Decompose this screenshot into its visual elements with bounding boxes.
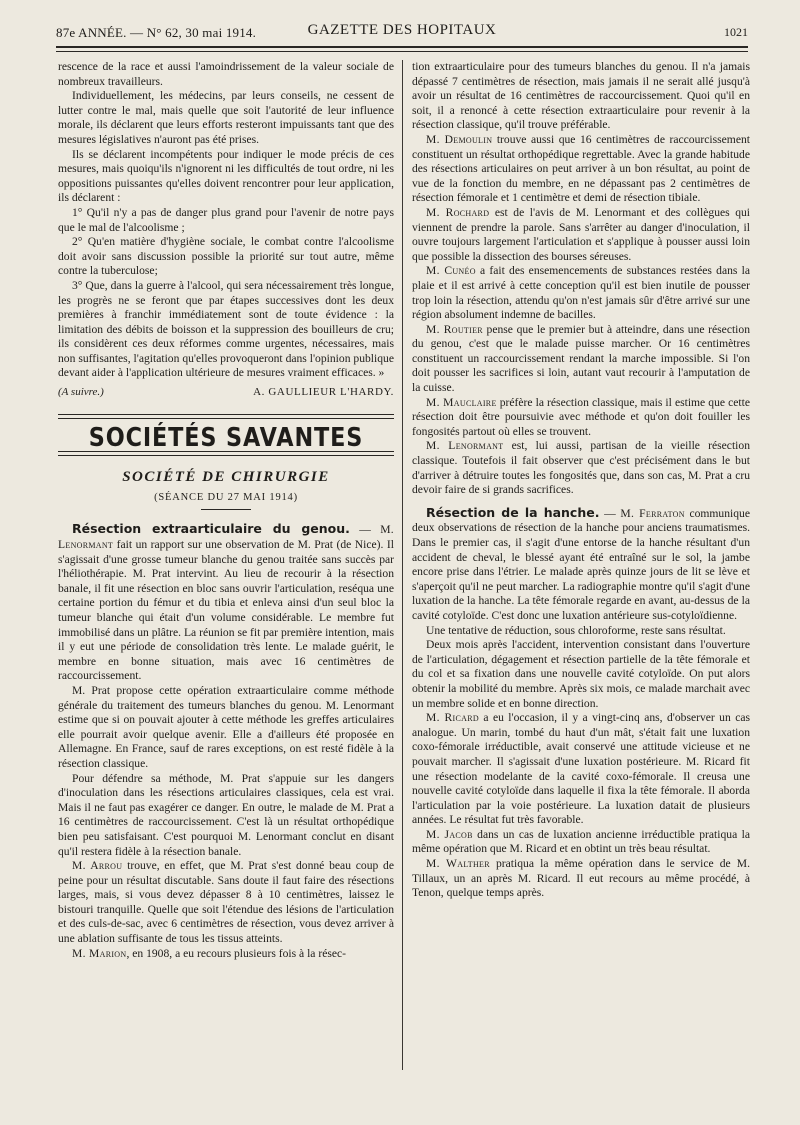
paragraph: rescence de la race et aussi l'amoindrissement de la valeur sociale de nombreux travailleurs. [58, 60, 394, 88]
speaker-name: M. Lenormant [426, 439, 504, 453]
paragraph [412, 711, 750, 828]
section-title: SOCIÉTÉS SAVANTES [88, 422, 364, 453]
speaker-name: M. Ferraton [620, 506, 685, 520]
paragraph: M. Prat propose cette opération extraarticulaire comme méthode générale du traitement des tumeurs blanches du genou. M. Lenormant estime que si on pouvait ajouter à cette méthode les greffes articulaires elle pourrait avoir quelque avenir. Elle a d'ailleurs été proposée en Allemagne. En France, sauf de rares exceptions, on est resté fidèle à la résection classique. [58, 683, 394, 770]
paragraph-text: préfère la résection classique, mais il estime que cette résection doit être poursuivie avec méthode et qu'on doit fouiller les fongosités partout où elles se trouvent. [412, 395, 750, 438]
paragraph-text: , en 1908, a eu recours plusieurs fois à la résec- [126, 946, 347, 960]
paragraph [412, 133, 750, 206]
speaker-name: M. Routier [426, 322, 483, 336]
speaker-name: M. Lenormant [58, 523, 394, 552]
header-rule-thin [56, 51, 748, 52]
header-rule-thick [56, 46, 748, 48]
speaker-name: M. Arrou [72, 859, 123, 873]
paragraph [412, 857, 750, 901]
paragraph [58, 859, 394, 947]
society-title: SOCIÉTÉ DE CHIRURGIE [122, 469, 330, 486]
paragraph: 3° Que, dans la guerre à l'alcool, qui sera nécessairement très longue, les progrès ne se feront que par étapes successives dont les deux premières à franchir immédiatement sont de toute évidence : la limitation des débits de boisson et la suppression des bouilleurs de cru; ils considèrent ces deux réformes comme urgentes, nécessaires, mais non suffisantes, l'agitation qu'elles provoqueront dans l'opinion publique devant aider à l'application ultérieure de mesures vraiment efficaces. » [58, 278, 394, 380]
paragraph [412, 264, 750, 322]
short-rule [201, 509, 251, 510]
section-rule-top [58, 414, 394, 419]
paragraph-text: pratiqua la même opération dans le service de M. Tillaux, un an après M. Ricard. Il eut recours au même procédé, à Tenon, quelque temps après. [412, 857, 750, 900]
paragraph [412, 439, 750, 497]
paragraph: tion extraarticulaire pour des tumeurs blanches du genou. Il n'a jamais dépassé 7 centimètres de résection, mais jamais il ne serait allé jusqu'à avoir un résultat de 16 centimètres de raccourcissement. Quoi qu'il en soit, il a renoncé à cette résection extraarticulaire pour revenir à la résection classique, qu'il trouve préférable. [412, 60, 750, 132]
paragraph-text: a fait des ensemencements de substances restées dans la plaie et il est arrivé à cette conception qu'il est bien inutile de pousser trop loin la résection, attendu qu'on n'est jamais sûr d'être arrivé sur une région absolument indemne de bacilles. [412, 264, 750, 322]
issue-info: 87e ANNÉE. — N° 62, 30 mai 1914. [56, 25, 257, 40]
paragraph: Deux mois après l'accident, intervention consistant dans l'ouverture de l'articulation, dégagement et résection partielle de la tête fémorale et du col et sa fixation dans une nouvelle cavité cotyloïde. On put alors obtenir la mobilité du membre. Après six mois, ce malade marchait avec un membre solide et en bonne direction. [412, 638, 750, 710]
paragraph: 2° Qu'en matière d'hygiène sociale, le combat contre l'alcoolisme doit avoir sans discussion possible la priorité sur tout autre, même contre la tuberculose; [58, 235, 394, 278]
session-date: (SÉANCE DU 27 MAI 1914) [154, 491, 298, 503]
to-be-continued: (A suivre.) [58, 386, 104, 399]
paragraph-text: a eu l'occasion, il y a vingt-cinq ans, d'observer un cas analogue. Un marin, tombé du haut d'un mât, s'était fait une luxation coxo-fémorale irréductible, avait conservé une attitude vicieuse et ne pouvait marcher. Il s'agissait d'une luxation postérieure. M. Ricard fit une résection modelante de la cavité coxo-fémorale. Il creusa une nouvelle cavité cotyloïde dans laquelle il fixa la tête fémorale. Il aborda l'articulation par la voie postérieure. La luxation datait de plusieurs années. Le résultat fut très favorable. [412, 711, 750, 827]
signature-line [58, 385, 394, 400]
article-heading: Résection de la hanche. [426, 504, 600, 520]
speaker-name: M. Marion [72, 946, 127, 960]
column-divider [402, 60, 403, 1070]
paragraph: Pour défendre sa méthode, M. Prat s'appuie sur les dangers d'inoculation dans les résections articulaires classiques, cela est vrai. Mais il ne faut pas exagérer ce danger. En outre, le malade de M. Prat a 16 centimètres de raccourcissement. C'est là un résultat orthopédique bien peu satisfaisant. C'est pourquoi M. Lenormant conclut en disant qu'il restera fidèle à la résection banale. [58, 771, 394, 858]
paragraph-text: est de l'avis de M. Lenormant et des collègues qui viennent de prendre la parole. Sans s'arrêter au danger d'inoculation, il ouvre toujours largement l'articulation et s'applique à pousser aussi loin que possible la dissection des bourses séreuses. [412, 205, 751, 263]
paragraph [412, 396, 750, 440]
journal-title: GAZETTE DES HOPITAUX [307, 22, 497, 38]
speaker-name: M. Demoulin [426, 132, 493, 146]
paragraph-text: communique deux observations de résection de la hanche pour anciens traumatismes. Dans le premier cas, il s'agit d'une entorse de la hanche résultant d'un accident de cheval, le blessé ayant été entraîné sur le sol, la jambe encore prise dans l'étrier. Le malade après quinze jours de lit se lève et s'aperçoit qu'il ne peut marcher. La radiographie montre qu'il s'agit d'une luxation de la hanche. La tête fémorale regarde en avant, au-dessus de la cavité cotyloïde. C'est donc une luxation antérieure sus-cotyloïdienne. [412, 506, 750, 622]
speaker-name: M. Walther [426, 857, 490, 871]
paragraph: Résection extraarticulaire du genou. — M. Lenormant fait un rapport sur une observation de M. Prat (de Nice). Il s'agissait d'une grosse tumeur blanche du genou traitée sans succès par l'héliothérapie. M. Prat intervint. Au lieu de recourir à la résection banale, il fit une résection en bloc sans ouvrir l'articulation, reséqua une certaine portion du fémur et du tibia et enleva ainsi d'un seul bloc la tumeur blanche qui était d'un volume considérable. Le membre fut immobilisé dans un plâtre. La réunion se fit par première intention, mais il y eut une période de consolidation très lente. Le malade guérit, le membre en bonne situation, mais avec 16 centimètres de raccourcissement. [58, 521, 394, 683]
paragraph: Résection de la hanche. — M. Ferraton communique deux observations de résection de la hanche pour anciens traumatismes. Dans le premier cas, il s'agit d'une entorse de la hanche résultant d'un accident de cheval, le blessé ayant été entraîné sur le sol, la jambe encore prise dans l'étrier. Le malade après quinze jours de lit se lève et s'aperçoit qu'il ne peut marcher. La radiographie montre qu'il s'agit d'une luxation de la hanche. La tête fémorale regarde en avant, au-dessus de la cavité cotyloïde. C'est donc une luxation antérieure sus-cotyloïdienne. [412, 504, 750, 622]
page-header [56, 22, 748, 44]
article-heading: Résection extraarticulaire du genou. [72, 521, 350, 537]
paragraph [412, 323, 750, 396]
speaker-name: M. Jacob [426, 827, 473, 841]
author-signature: A. GAULLIEUR L'HARDY. [253, 386, 394, 399]
paragraph-text: dans un cas de luxation ancienne irréductible pratiqua la même opération que M. Ricard et en obtint un très beau résultat. [412, 827, 750, 856]
speaker-name: M. Rochard [426, 205, 490, 219]
paragraph [412, 828, 750, 857]
paragraph: Ils se déclarent incompétents pour indiquer le mode précis de ces mesures, mais quoiqu'ils n'ignorent ni les difficultés de tout ordre, ni les oppositions puissantes qu'elles doivent rencontrer pour leur application, ils déclarent : [58, 147, 394, 205]
paragraph-text: trouve aussi que 16 centimètres de raccourcissement constituent un résultat orthopédique regrettable. Avec la grande habitude des résections articulaires on peut arriver à un bon résultat, au point de vue de la fonction du membre, en ne dépassant pas 2 centimètres de résection fémorale et 1 centimètre et demi de résection tibiale. [412, 132, 750, 205]
paragraph-text: est, lui aussi, partisan de la vieille résection classique. Toutefois il fait observer que c'est précisément dans le but d'arriver à détruire toutes les fongosités que, dans son cas, M. Prat a cru devoir faire de si grands sacrifices. [412, 439, 750, 497]
left-column [58, 60, 394, 961]
right-column [412, 60, 750, 901]
paragraph-text: pense que le premier but à atteindre, dans une résection du genou, c'est que le malade puisse marcher. Or 16 centimètres constituent un raccourcissement rendant la marche impossible. Si l'on doit pousser les sacrifices si loin, autant vaut recourir à l'amputation de la cuisse. [412, 322, 750, 395]
paragraph-text: trouve, en effet, que M. Prat s'est donné beau coup de peine pour un résultat discutable. Sans doute il faut faire des résections larges, mais, si vous devez dépasser 8 à 10 centimètres, laissez le bistouri tranquille. Quelle que soit l'étendue des lésions de l'articulation et des culs-de-sac, avec 6 centimètres de résection, vous devez arriver à une ablation suffisante de tous les tissus atteints. [58, 859, 395, 946]
speaker-name: M. Ricard [426, 711, 479, 725]
speaker-name: M. Cunéo [426, 264, 476, 278]
paragraph: 1° Qu'il n'y a pas de danger plus grand pour l'avenir de notre pays que le mal de l'alcoolisme ; [58, 205, 394, 234]
paragraph-text: fait un rapport sur une observation de M. Prat (de Nice). Il s'agissait d'une grosse tumeur blanche du genou traitée sans succès par l'héliothérapie. M. Prat intervint. Au lieu de recourir à la résection banale, il fit une résection en bloc sans ouvrir l'articulation, reséqua une certaine portion du fémur et du tibia et enleva ainsi d'un seul bloc la tumeur blanche qui était d'un volume considérable. Le membre fut immobilisé dans un plâtre. La réunion se fit par première intention, mais il y eut une période de consolidation très lente. Le malade guérit, le membre en bonne situation, mais avec 16 centimètres de raccourcissement. [58, 538, 394, 683]
speaker-name: M. Mauclaire [426, 395, 497, 409]
paragraph [58, 947, 394, 962]
paragraph: Individuellement, les médecins, par leurs conseils, ne cessent de lutter contre le mal, mais quelle que soit l'autorité de leur influence morale, ils déclarent que leurs efforts resteront impuissants tant que des mesures législatives n'auront pas été prises. [58, 89, 394, 146]
paragraph: Une tentative de réduction, sous chloroforme, reste sans résultat. [426, 623, 726, 637]
paragraph [412, 206, 750, 264]
page-number: 1021 [724, 25, 748, 39]
